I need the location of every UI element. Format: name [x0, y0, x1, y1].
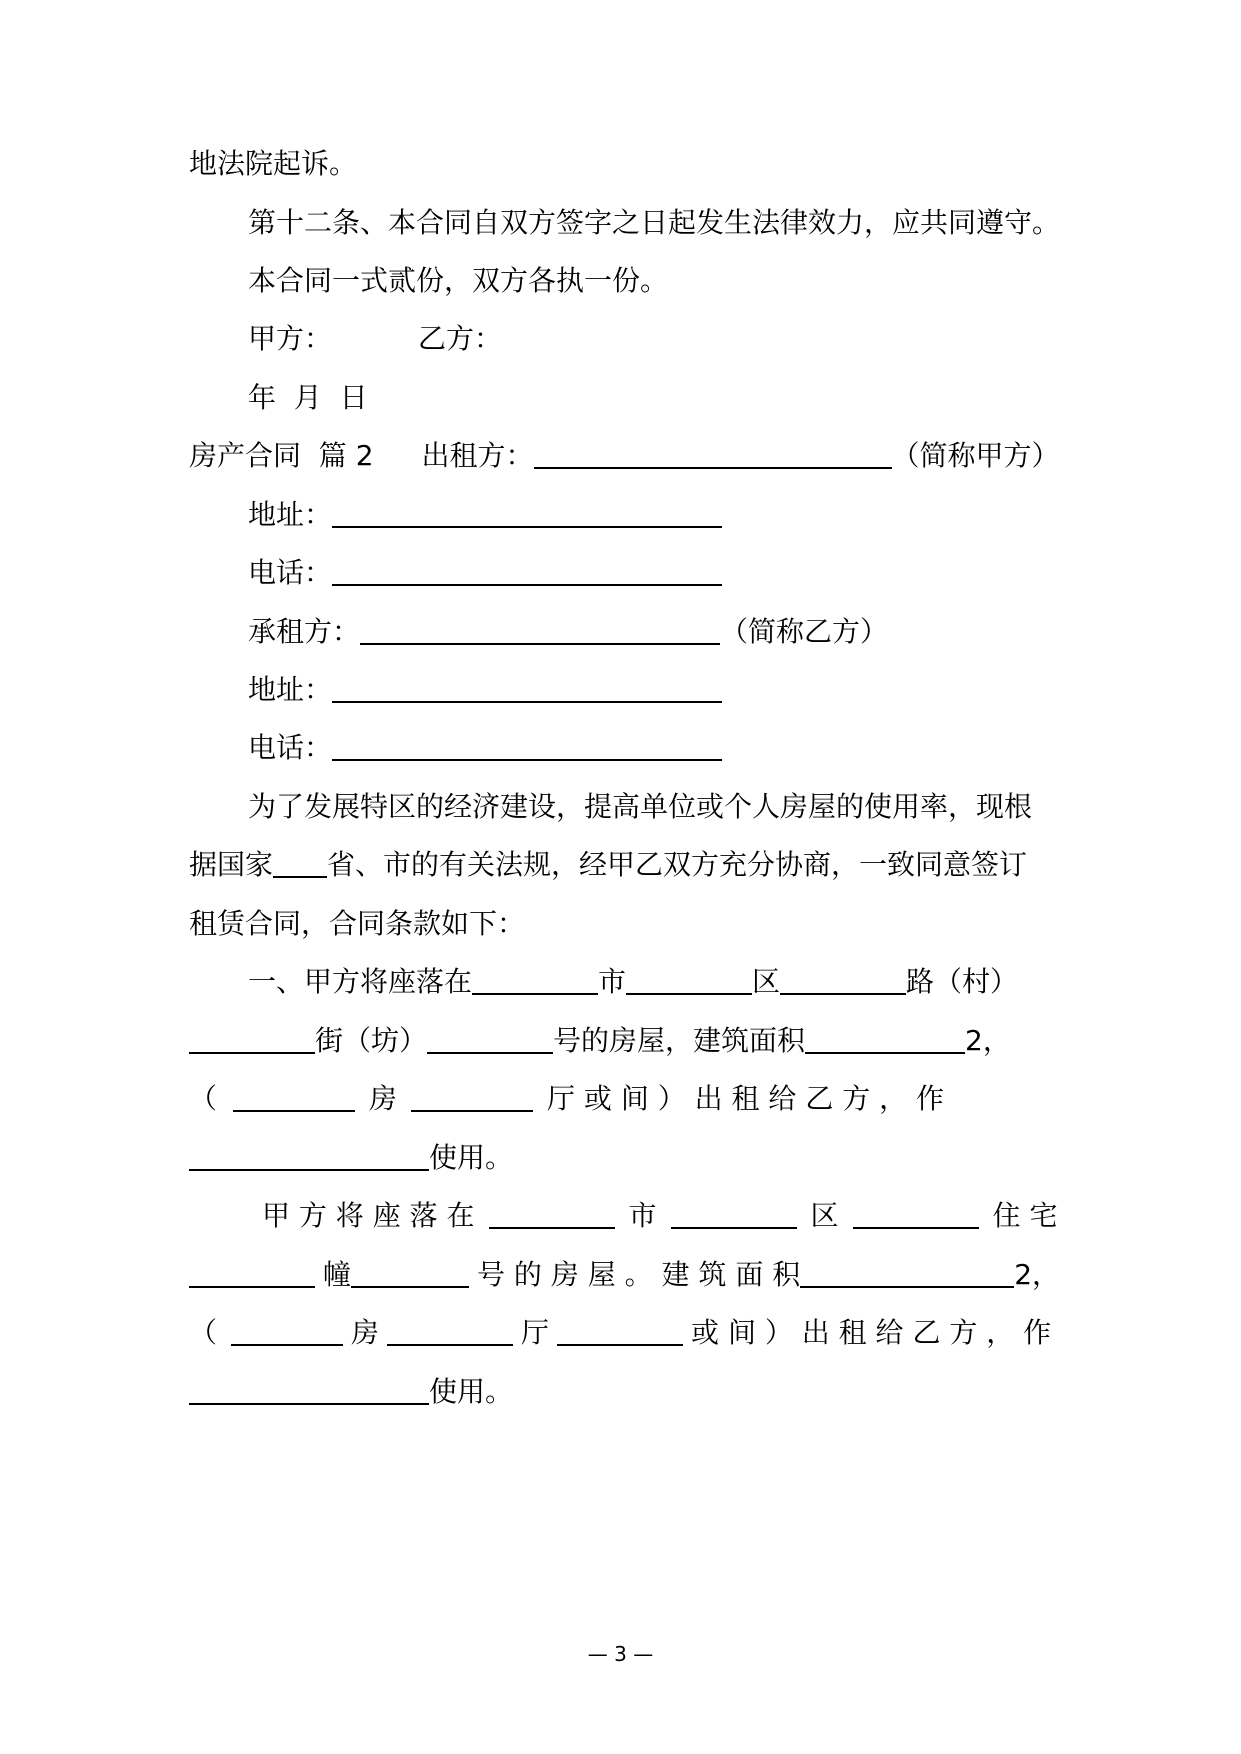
lessee-abbrev: （简称乙方） [720, 615, 889, 648]
country-blank [273, 846, 327, 878]
number-blank [351, 1256, 469, 1288]
paragraph-line [189, 142, 1054, 186]
district-blank [626, 963, 752, 995]
text: 路（村） [906, 965, 1019, 998]
clause-twelve [248, 201, 1061, 245]
phone-blank [332, 554, 722, 586]
residence-blank [853, 1197, 979, 1229]
area-blank [800, 1256, 1014, 1288]
text: 本合同一式贰份，双方各执一份。 [248, 264, 669, 297]
date-text: 年 月 日 [248, 381, 368, 414]
date-line [248, 376, 1054, 420]
lessor-abbrev: （简称甲方） [891, 439, 1060, 472]
text: （ [189, 1082, 218, 1115]
address-blank [332, 671, 722, 703]
halls-blank [411, 1080, 533, 1112]
text: 厅 [521, 1316, 550, 1349]
section-title: 房产合同 篇 2 [189, 439, 374, 472]
text: 区 [810, 1199, 839, 1232]
lessee-label: 承租方： [248, 615, 361, 648]
address-blank [332, 496, 722, 528]
text: 使用。 [429, 1141, 514, 1174]
text: 甲 方 将 座 落 在 [262, 1199, 475, 1232]
lessee-line [248, 610, 1054, 654]
lessee-blank [360, 613, 720, 645]
text: 市 [628, 1199, 657, 1232]
lessor-phone [248, 551, 1054, 595]
lessor-address [248, 493, 1054, 537]
clause-one-line-2 [189, 1019, 1054, 1063]
text: 街（坊） [315, 1024, 428, 1057]
text: 住 宅 [992, 1199, 1058, 1232]
clause-one-alt-line-2 [189, 1253, 1061, 1297]
city-blank [489, 1197, 615, 1229]
use-blank [189, 1373, 429, 1405]
page-number: — 3 — [587, 1642, 654, 1666]
text: 号 的 房 屋 。 建 筑 面 积 [477, 1258, 801, 1291]
clause-one-alt-line-1 [262, 1194, 1127, 1238]
text: 房 [351, 1316, 380, 1349]
text: 使用。 [429, 1375, 514, 1408]
preamble-line-2 [189, 843, 1054, 887]
signature-line [248, 317, 1054, 361]
text: 或 间 ） 出 租 给 乙 方 ， 作 [691, 1316, 1052, 1349]
clause-one-alt-line-4 [189, 1370, 1054, 1414]
phone-label: 电话： [248, 731, 333, 764]
lessee-address [248, 668, 1054, 712]
text: 2， [965, 1024, 1011, 1057]
address-label: 地址： [248, 498, 333, 531]
text: 省、市的有关法规，经甲乙双方充分协商，一致同意签订 [327, 848, 1028, 881]
lessor-blank [534, 437, 892, 469]
road-blank [780, 963, 906, 995]
street-blank [189, 1022, 315, 1054]
text: 区 [752, 965, 781, 998]
text: 租赁合同，合同条款如下： [189, 907, 526, 940]
district-blank [671, 1197, 797, 1229]
use-blank [189, 1139, 429, 1171]
copies-clause [248, 259, 1054, 303]
lessee-phone [248, 726, 1054, 770]
party-b-label: 乙方： [418, 322, 503, 355]
text: 厅 或 间 ） 出 租 给 乙 方 ， 作 [547, 1082, 945, 1115]
phone-label: 电话： [248, 556, 333, 589]
rooms-blank [231, 1314, 343, 1346]
text: 幢 [323, 1258, 352, 1291]
text: 号的房屋，建筑面积 [553, 1024, 806, 1057]
rooms-or-blank [557, 1314, 683, 1346]
halls-blank [387, 1314, 513, 1346]
building-blank [189, 1256, 315, 1288]
area-blank [805, 1022, 965, 1054]
clause-one-line-3 [189, 1077, 1054, 1121]
text: 市 [598, 965, 627, 998]
text: 地法院起诉。 [189, 147, 358, 180]
text: 据国家 [189, 848, 274, 881]
preamble-line-1 [248, 785, 1054, 829]
text: 2， [1014, 1258, 1061, 1291]
address-label: 地址： [248, 673, 333, 706]
lessor-label: 出租方： [421, 439, 534, 472]
clause-one-line-4 [189, 1136, 1054, 1180]
clause-one-alt-line-3 [189, 1311, 1054, 1355]
clause-one-line-1 [248, 960, 1054, 1004]
party-a-label: 甲方： [248, 322, 333, 355]
preamble-line-3 [189, 902, 1054, 946]
text: 第十二条、本合同自双方签字之日起发生法律效力，应共同遵守。 [248, 206, 1061, 239]
contract-two-heading [189, 434, 1060, 478]
text: 一、甲方将座落在 [248, 965, 473, 998]
text: 为了发展特区的经济建设，提高单位或个人房屋的使用率，现根 [248, 790, 1033, 823]
text: 房 [369, 1082, 398, 1115]
text: （ [189, 1316, 218, 1349]
city-blank [472, 963, 598, 995]
rooms-blank [233, 1080, 355, 1112]
phone-blank [332, 729, 722, 761]
number-blank [427, 1022, 553, 1054]
